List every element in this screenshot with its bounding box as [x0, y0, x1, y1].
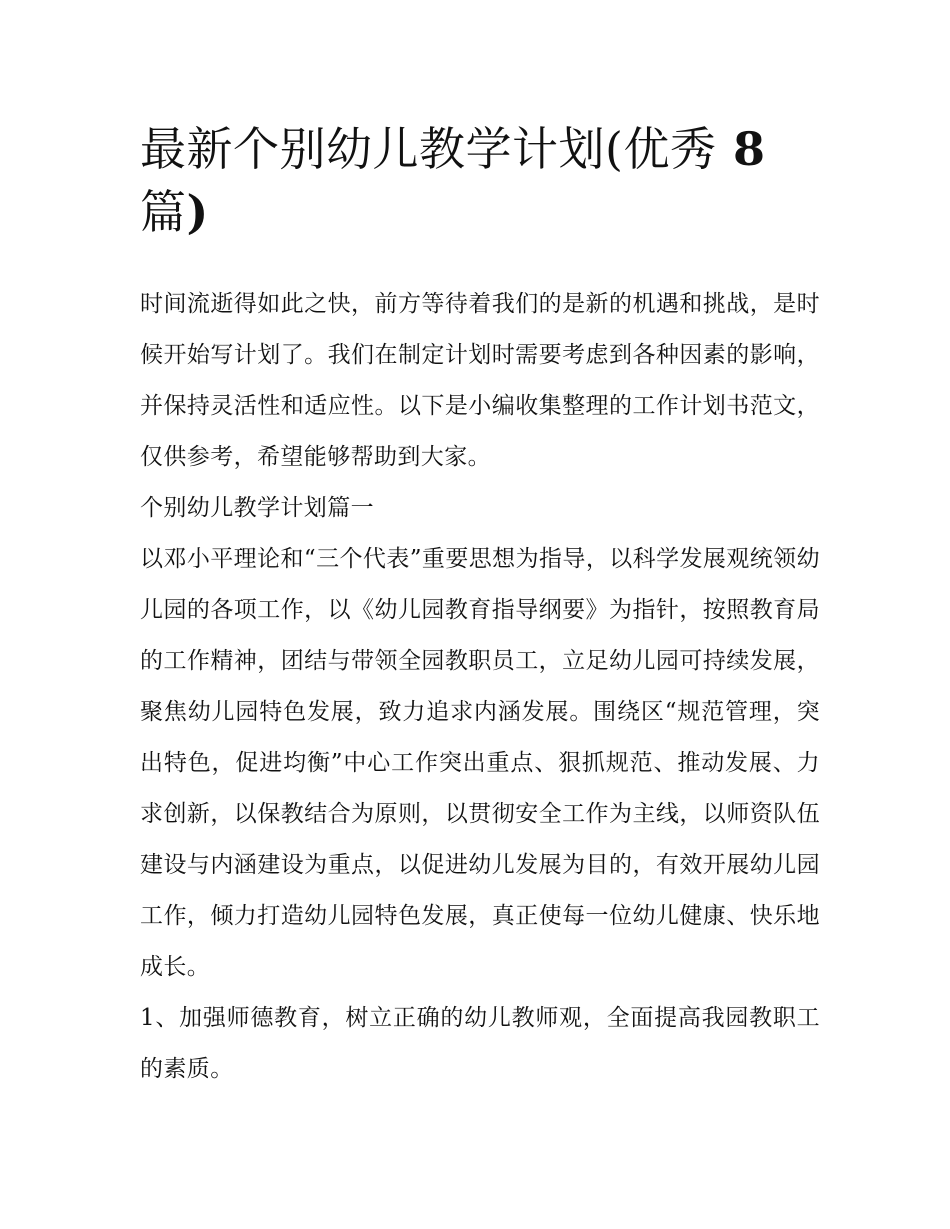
body-paragraph-1: 以邓小平理论和“三个代表”重要思想为指导，以科学发展观统领幼儿园的各项工作，以《幼儿园教育指导纲要》为指针，按照教育局的工作精神，团结与带领全园教职员工，立足幼儿园可持续发展，聚焦幼儿园特色发展，致力追求内涵发展。围绕区“规范管理，突出特色，促进均衡”中心工作突出重点、狠抓规范、推动发展、力求创新，以保教结合为原则，以贯彻安全工作为主线，以师资队伍建设与内涵建设为重点，以促进幼儿发展为目的，有效开展幼儿园工作，倾力打造幼儿园特色发展，真正使每一位幼儿健康、快乐地成长。 [140, 546, 820, 980]
document-page [140, 118, 820, 1095]
section-heading: 个别幼儿教学计划篇一 [140, 495, 374, 521]
intro-paragraph: 时间流逝得如此之快，前方等待着我们的是新的机遇和挑战，是时候开始写计划了。我们在制定计划时需要考虑到各种因素的影响，并保持灵活性和适应性。以下是小编收集整理的工作计划书范文，仅供参考，希望能够帮助到大家。 [140, 291, 820, 470]
document-title: 最新个别幼儿教学计划(优秀 8 篇) [140, 122, 766, 239]
body-paragraph-2: 1、加强师德教育，树立正确的幼儿教师观，全面提高我园教职工的素质。 [140, 1005, 820, 1082]
document-body [140, 279, 820, 1095]
